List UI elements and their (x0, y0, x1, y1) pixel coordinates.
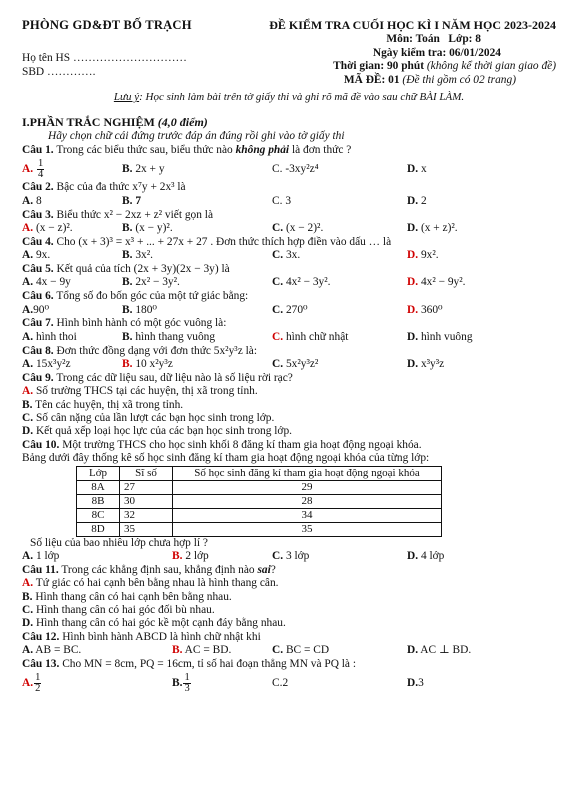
subject-line: Môn: Toán Lớp: 8 (386, 33, 481, 45)
question-6-options: A.90⁰ B. 180⁰ C. 270⁰ D. 360⁰ (22, 303, 443, 316)
table-row: 8A 27 29 (77, 480, 442, 494)
exam-header (22, 18, 556, 87)
fraction: $\frac{1}{3}$ (184, 672, 190, 695)
question-4-options: A. 9x. B. 3x². C. 3x. D. 9x². (22, 249, 439, 262)
question-13: Câu 13. Cho MN = 8cm, PQ = 16cm, tỉ số hai đoạn thẳng MN và PQ là : (22, 658, 357, 671)
exam-code: MÃ ĐỀ: 01 (343, 73, 400, 86)
question-3-options: A. (x − z)². B. (x − y)². C. (x − 2)². D. (x + z)². (22, 221, 458, 234)
question-12-options: A. AB = BC. B. AC = BD. C. BC = CD D. AC ⊥ BD. (22, 644, 472, 657)
question-10-text: Bảng dưới đây thống kê số học sinh đăng kí tham gia hoạt động ngoại khóa của từng lớp: (22, 452, 430, 465)
question-9-option-b: B. Tên các huyện, thị xã trong tỉnh. (22, 398, 184, 411)
exam-date: Ngày kiểm tra: 06/01/2024 (372, 46, 501, 59)
question-10-options: A. 1 lớp B. 2 lớp C. 3 lớp D. 4 lớp (22, 550, 445, 563)
time-note: (không kể thời gian giao đề) (426, 60, 556, 73)
question-11-option-b: B. Hình thang cân có hai cạnh bên bằng nhau. (22, 590, 232, 603)
table-row: 8C 32 34 (77, 508, 442, 522)
section-instruction: Hãy chọn chữ cái đứng trước đáp án đúng rồi ghi vào tờ giấy thi (48, 130, 345, 143)
question-9-option-d: D. Kết quả xếp loại học lực của các bạn học sinh trong lớp. (22, 425, 292, 438)
table-row: 8D 35 35 (77, 522, 442, 536)
question-10-question: Số liệu của bao nhiêu lớp chưa hợp lí ? (30, 536, 208, 549)
question-9-option-c: C. Số cân nặng của lần lượt các bạn học sinh trong lớp. (22, 412, 275, 425)
question-13-options: A. $\frac{1}{2}$ B. $\frac{1}{3}$ C.2 D.3 (22, 672, 424, 695)
question-5: Câu 5. Kết quả của tích (2x + 3y)(2x − 3y) là (22, 262, 230, 275)
table-header-row: Lớp Sĩ số Số học sinh đăng kí tham gia hoạt động ngoại khóa (77, 466, 442, 480)
department-name: PHÒNG GD&ĐT BỐ TRẠCH (22, 18, 192, 32)
time-label: Thời gian: 90 phút (333, 60, 424, 73)
question-2-options: A. 8 B. 7 C. 3 D. 2 (22, 194, 427, 207)
question-5-options: A. 4x − 9y B. 2x² − 3y². C. 4x² − 3y². D. 4x² − 9y². (22, 276, 466, 289)
fraction: $\frac{1}{2}$ (35, 672, 41, 695)
question-2: Câu 2. Bậc của đa thức x⁷y + 2x³ là (22, 181, 186, 194)
question-11-option-c: C. Hình thang cân có hai góc đối bù nhau. (22, 604, 215, 617)
section-title: I.PHẦN TRẮC NGHIỆM (4,0 điểm) (22, 115, 208, 130)
question-11-option-a: A. Tứ giác có hai cạnh bên bằng nhau là hình thang cân. (22, 577, 279, 590)
question-7: Câu 7. Hình bình hành có một góc vuông là: (22, 317, 227, 330)
sbd-field: SBD …………. (22, 65, 96, 78)
note-text: : Học sinh làm bài trên tờ giấy thi và ghi rõ mã đề vào sau chữ BÀI LÀM. (139, 91, 465, 104)
question-9-option-a: A. Số trường THCS tại các huyện, thị xã trong tỉnh. (22, 385, 258, 398)
question-10: Câu 10. Một trường THCS cho học sinh khối 8 đăng kí tham gia hoạt động ngoại khóa. (22, 438, 422, 451)
page-count-note: (Đề thi gồm có 02 trang) (402, 73, 516, 86)
note-label: Lưu ý (113, 91, 140, 104)
question-8-options: A. 15x³y²z B. 10 x²y³z C. 5x²y³z² D. x³y³z (22, 358, 445, 370)
exam-title: ĐỀ KIỂM TRA CUỐI HỌC KÌ I NĂM HỌC 2023-2024 (269, 18, 556, 32)
student-name-field: Họ tên HS ………………………… (22, 52, 187, 64)
question-8: Câu 8. Đơn thức đồng dạng với đơn thức 5x²y³z là: (22, 344, 257, 357)
question-7-options: A. hình thoi B. hình thang vuông C. hình chữ nhật D. hình vuông (22, 330, 473, 343)
question-12: Câu 12. Hình bình hành ABCD là hình chữ nhật khi (22, 630, 261, 643)
question-11: Câu 11. Trong các khẳng định sau, khẳng định nào sai? (22, 563, 276, 576)
registration-table (76, 466, 442, 537)
question-1: Câu 1. Trong các biểu thức sau, biểu thức nào không phải là đơn thức ? (22, 143, 352, 156)
question-9: Câu 9. Trong các dữ liệu sau, dữ liệu nào là số liệu rời rạc? (22, 371, 293, 384)
table-row: 8B 30 28 (77, 494, 442, 508)
question-4: Câu 4. Cho (x + 3)³ = x³ + ... + 27x + 27 . Đơn thức thích hợp điền vào dấu … là (22, 235, 392, 248)
exam-note (22, 91, 556, 103)
question-1-options: A. $\frac{1}{4}$ B. 2x + y C. -3xy²z⁴ D. x (22, 158, 427, 181)
fraction: $\frac{1}{4}$ (37, 158, 44, 181)
question-11-option-d: D. Hình thang cân có hai góc kề một cạnh đáy bằng nhau. (22, 617, 286, 630)
question-6: Câu 6. Tổng số đo bốn góc của một tứ giác bằng: (22, 290, 249, 303)
question-3: Câu 3. Biểu thức x² − 2xz + z² viết gọn là (22, 208, 214, 221)
